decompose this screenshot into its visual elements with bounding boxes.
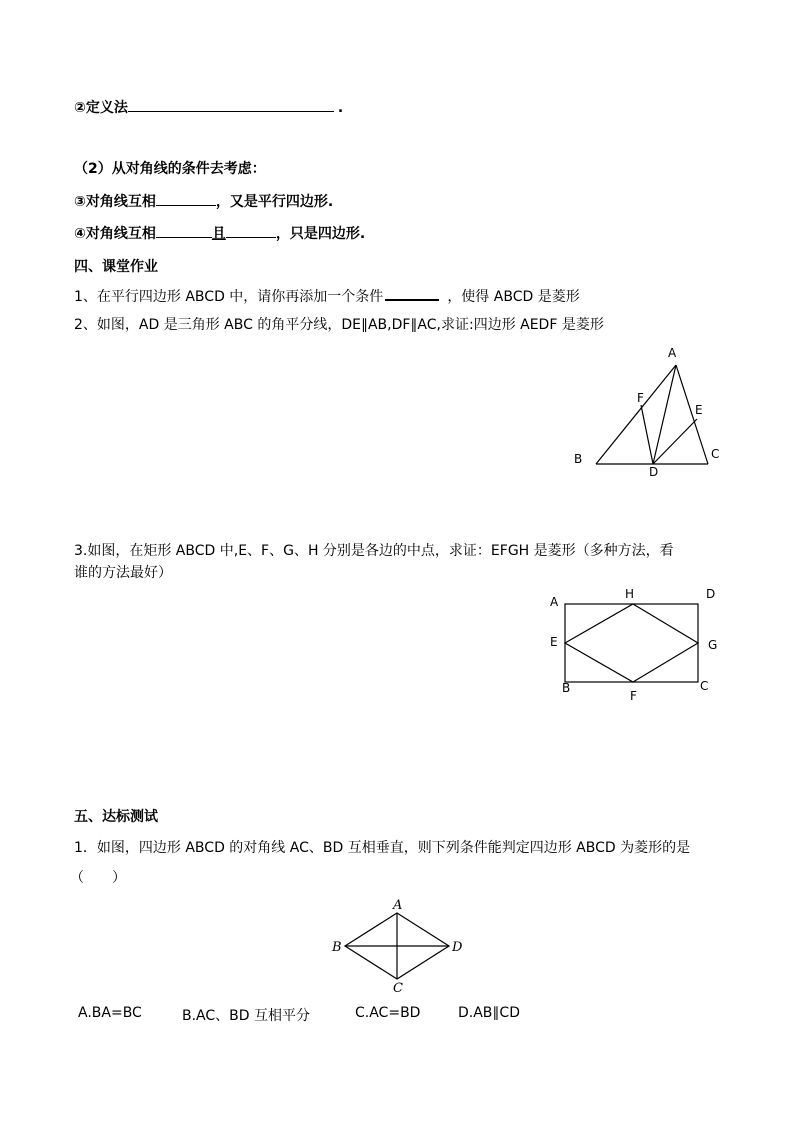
tri-label-c: C <box>711 447 720 461</box>
section5-heading: 五、达标测试 <box>74 809 158 825</box>
item3-suffix: ，又是平行四边形. <box>215 194 334 210</box>
option-b: B.AC、BD 互相平分 <box>182 1008 310 1024</box>
rectangle-abcd <box>565 604 698 682</box>
option-d: D.AB∥CD <box>458 1005 520 1021</box>
tri-label-f: F <box>637 391 644 405</box>
s5-question-1-line2: （ ） <box>70 870 126 886</box>
item3-blank <box>156 191 216 206</box>
item2-blank <box>128 97 334 112</box>
segment-df <box>641 405 653 464</box>
option-c: C.AC=BD <box>355 1005 421 1021</box>
tri-label-e: E <box>695 403 703 417</box>
diagonal-heading: （2）从对角线的条件去考虑： <box>74 161 266 177</box>
tri-label-d: D <box>649 465 659 479</box>
rhombus-label-a: A <box>393 898 403 913</box>
tri-label-b: B <box>574 452 583 466</box>
section4-heading: 四、课堂作业 <box>74 259 158 275</box>
rect-label-a: A <box>550 595 559 609</box>
item4-prefix: ④对角线互相 <box>74 226 156 242</box>
rhombus-label-c: C <box>393 981 403 996</box>
triangle-figure <box>565 340 735 480</box>
s4-q1-blank <box>385 285 439 301</box>
definition-method-line <box>74 97 343 117</box>
s4-q1-prefix: 1、在平行四边形 ABCD 中，请你再添加一个条件 <box>74 289 384 305</box>
rhombus-label-d: D <box>452 940 463 955</box>
item4-blank-2 <box>226 223 276 238</box>
s4-q1-suffix: ，使得 ABCD 是菱形 <box>447 289 580 305</box>
item2-end: . <box>337 100 344 116</box>
item3-prefix: ③对角线互相 <box>74 194 156 210</box>
rhombus-figure <box>328 895 468 1000</box>
item4-line <box>74 223 365 243</box>
rect-label-c: C <box>700 679 709 693</box>
item4-blank-1 <box>156 223 212 238</box>
item4-suffix: ，只是四边形. <box>275 226 366 242</box>
s4-question-2: 2、如图，AD 是三角形 ABC 的角平分线，DE∥AB,DF∥AC,求证:四边形 AEDF 是菱形 <box>74 317 604 333</box>
segment-ac <box>676 365 708 464</box>
s4-question-3-line1: 3.如图，在矩形 ABCD 中,E、F、G、H 分别是各边的中点，求证：EFGH 是菱形（多种方法，看 <box>74 543 674 559</box>
rect-label-h: H <box>625 587 635 601</box>
segment-de <box>653 419 697 464</box>
rect-label-e: E <box>550 635 558 649</box>
item3-line <box>74 191 333 211</box>
tri-label-a: A <box>668 346 677 360</box>
s5-question-1-line1: 1．如图，四边形 ABCD 的对角线 AC、BD 互相垂直，则下列条件能判定四边形 ABCD 为菱形的是 <box>74 840 691 856</box>
rhombus-label-b: B <box>332 940 342 955</box>
rhombus-efgh <box>565 604 698 682</box>
rectangle-figure <box>540 582 730 707</box>
rect-label-d: D <box>706 587 716 601</box>
option-a: A.BA=BC <box>78 1005 142 1021</box>
item2-label: ②定义法 <box>74 100 128 116</box>
item4-mid: 且 <box>211 226 226 242</box>
rect-label-b: B <box>562 681 571 695</box>
s4-question-1 <box>74 285 580 306</box>
rect-label-g: G <box>708 638 718 652</box>
s4-question-3-line2: 谁的方法最好） <box>74 565 172 581</box>
rect-label-f: F <box>630 689 637 703</box>
